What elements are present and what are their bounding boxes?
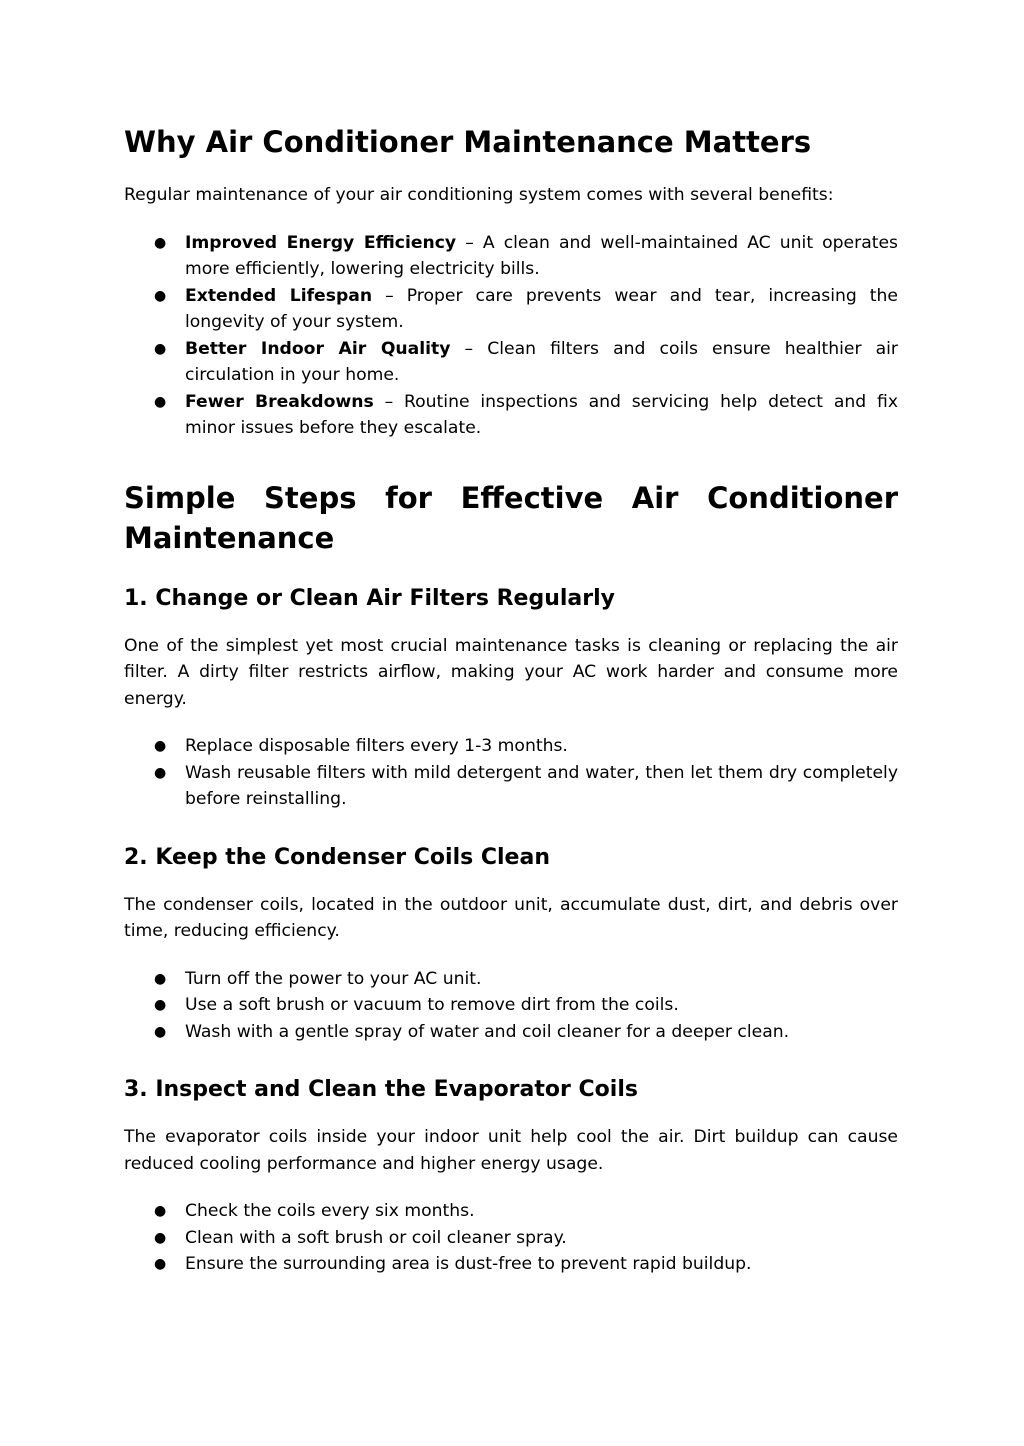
- list-item: [124, 1198, 898, 1225]
- step-3-list: [124, 1198, 898, 1278]
- list-item: [124, 1225, 898, 1252]
- intro-paragraph: Regular maintenance of your air conditioning system comes with several benefits:: [124, 185, 834, 205]
- list-item: [124, 760, 898, 813]
- list-item-text: Ensure the surrounding area is dust-free to prevent rapid buildup.: [185, 1254, 752, 1274]
- list-item: [124, 283, 898, 336]
- bullet-icon: ●: [154, 1229, 167, 1246]
- step-1-list: [124, 733, 898, 813]
- bullet-icon: ●: [154, 1203, 167, 1219]
- list-item: [124, 733, 898, 760]
- list-item: [124, 1251, 898, 1278]
- list-item: [124, 230, 898, 283]
- list-item: [124, 1019, 898, 1046]
- benefit-term: Fewer Breakdowns: [185, 391, 374, 412]
- step-paragraph-2: The condenser coils, located in the outdoor unit, accumulate dust, dirt, and debris over time, reducing efficiency.: [124, 894, 898, 941]
- bullet-icon: ●: [154, 340, 167, 357]
- document-page: [124, 122, 898, 1278]
- bullet-icon: ●: [154, 1256, 167, 1272]
- benefit-text: – Routine inspections and servicing help detect and fix minor issues before they escalate.: [185, 391, 898, 438]
- bullet-icon: ●: [154, 393, 167, 410]
- benefit-term: Better Indoor Air Quality: [185, 338, 451, 359]
- bullet-icon: ●: [154, 287, 167, 304]
- benefits-list: [124, 230, 898, 442]
- bullet-icon: ●: [154, 234, 167, 251]
- benefit-term: Extended Lifespan: [185, 285, 373, 306]
- list-item-text: Check the coils every six months.: [185, 1201, 475, 1221]
- step-paragraph-3: The evaporator coils inside your indoor unit help cool the air. Dirt buildup can cause reduced cooling performance and higher energy usage.: [124, 1127, 898, 1174]
- list-item: [124, 389, 898, 442]
- bullet-icon: ●: [154, 738, 167, 754]
- step-2-list: [124, 966, 898, 1046]
- list-item: [124, 966, 898, 993]
- list-item-text: Wash with a gentle spray of water and coil cleaner for a deeper clean.: [185, 1021, 790, 1042]
- section-title-why-maintenance: Why Air Conditioner Maintenance Matters: [124, 125, 812, 159]
- step-paragraph-1: One of the simplest yet most crucial maintenance tasks is cleaning or replacing the air filter. A dirty filter restricts airflow, making your AC work harder and consume more energy.: [124, 635, 898, 709]
- step-heading-2: 2. Keep the Condenser Coils Clean: [124, 844, 550, 870]
- benefit-text: – Clean filters and coils ensure healthier air circulation in your home.: [185, 338, 898, 385]
- benefit-text: – A clean and well-maintained AC unit operates more efficiently, lowering electricity bills.: [185, 232, 898, 279]
- list-item-text: Use a soft brush or vacuum to remove dirt from the coils.: [185, 995, 679, 1015]
- list-item-text: Wash reusable filters with mild detergent and water, then let them dry completely before reinstalling.: [185, 762, 898, 809]
- benefit-text: – Proper care prevents wear and tear, increasing the longevity of your system.: [185, 285, 898, 332]
- step-heading-3: 3. Inspect and Clean the Evaporator Coils: [124, 1077, 638, 1102]
- list-item-text: Clean with a soft brush or coil cleaner spray.: [185, 1227, 567, 1248]
- bullet-icon: ●: [154, 764, 167, 781]
- bullet-icon: ●: [154, 997, 167, 1013]
- section-title-simple-steps: Simple Steps for Effective Air Conditioner Maintenance: [124, 480, 898, 555]
- bullet-icon: ●: [154, 1023, 167, 1040]
- step-heading-1: 1. Change or Clean Air Filters Regularly: [124, 585, 615, 611]
- list-item-text: Replace disposable filters every 1-3 months.: [185, 736, 568, 756]
- list-item: [124, 336, 898, 389]
- bullet-icon: ●: [154, 970, 167, 987]
- list-item: [124, 992, 898, 1019]
- list-item-text: Turn off the power to your AC unit.: [185, 968, 482, 989]
- benefit-term: Improved Energy Efficiency: [185, 232, 457, 253]
